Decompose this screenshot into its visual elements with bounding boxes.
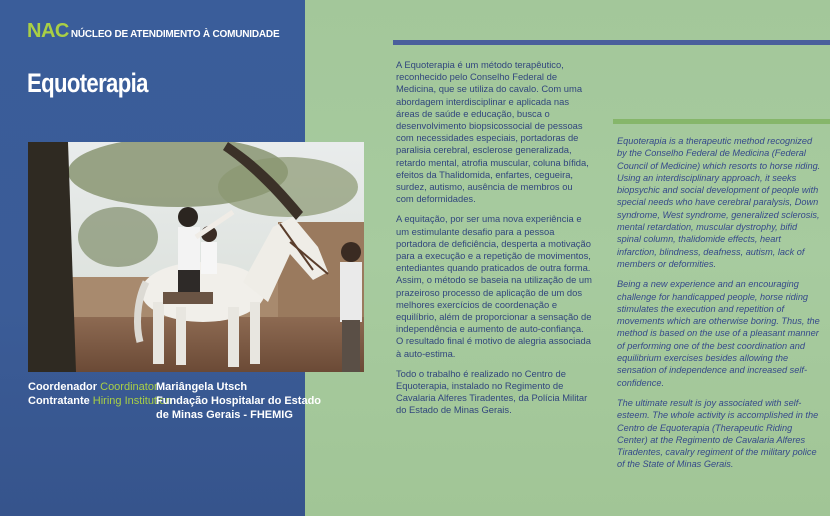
english-divider-bar xyxy=(613,119,830,124)
coordinator-row xyxy=(28,380,321,394)
hiring-institution-line1: Fundação Hospitalar do Estado xyxy=(156,395,322,407)
en-paragraph-2: Being a new experience and an encouraging challenge for handicapped people, horse riding stimulates the execution and repetition of movements which are otherwise boring. Thus, the method is based on the use of a pleasant manner of performing one of the best coordination and equilibrium exercises besides allowing the sensation of independence and increased self-confidence. xyxy=(617,279,820,388)
portuguese-text-column xyxy=(396,59,592,425)
english-text-column xyxy=(617,135,822,479)
en-paragraph-3: The ultimate result is joy associated with self-esteem. The whole activity is accomplished in the Centro de Equoterapia (Therapeutic Riding Center) at the Regimento de Cavalaria Alferes Tiradentes, cavalry regiment of the military police of the State of Minas Gerais. xyxy=(617,397,819,470)
horse-therapy-photo xyxy=(28,142,364,372)
pt-paragraph-1: A Equoterapia é um método terapêutico, reconhecido pelo Conselho Federal de Medicina, que se utiliza do cavalo. Com uma abordagem interdisciplinar e aplicada nas áreas de saúde e educação, busca o desenvolvimento biopsicossocial de pessoas com necessidades especiais, portadoras de paralisia cerebral, esclerose generalizada, retardo mental, atrofia muscular, coluna bífida, efeitos da Thalidomida, enfartes, cegueira, surdez, autismo, ausência de membros ou com deformidades. xyxy=(396,59,589,205)
top-divider-bar xyxy=(393,40,830,45)
hiring-institution-line2: de Minas Gerais - FHEMIG xyxy=(156,409,293,421)
coordinator-label: Coordenador xyxy=(28,381,98,393)
pt-paragraph-2: A equitação, por ser uma nova experiência e um estimulante desafio para a pessoa portadora de deficiência, desperta a motivação para a execução e a repetição de movimentos, entediantes quando praticados de outra forma. Assim, o método se baseia na utilização de um prazeiroso processo de aplicação de um dos melhores exercícios de coordenação e equilíbrio, além de proporcionar a sensação de independência e aumento de auto-confiança. O resultado final é motivo de alegria associada à auto-estima. xyxy=(396,213,592,359)
coordinator-name: Mariângela Utsch xyxy=(156,381,248,393)
header-subtitle: NÚCLEO DE ATENDIMENTO À COMUNIDADE xyxy=(70,29,280,40)
en-paragraph-1: Equoterapia is a therapeutic method recognized by the Conselho Federal de Medicina (Federal Council of Medicine) which resorts to horse riding. Using an interdisciplinary approach, it seeks biopsychic and social development of people with special needs who have cerebral paralysis, Down syndrome, West syndrome, generalized sclerosis, mental retardation, muscular dystrophy, bifid spinal column, thalidomide effects, heart infarction, blindness, deafness, autism, lack of members or deformities. xyxy=(617,136,821,269)
coordinator-label-group xyxy=(28,380,156,394)
hiring-row xyxy=(28,394,321,408)
hiring-row-2 xyxy=(28,408,321,422)
section-header xyxy=(27,20,279,43)
credits-block xyxy=(28,380,321,422)
hiring-label-group xyxy=(28,394,172,408)
coordinator-label-en: Coordinator xyxy=(100,381,158,393)
pt-paragraph-3: Todo o trabalho é realizado no Centro de Equoterapia, instalado no Regimento de Cavalaria Alferes Tiradentes, da Polícia Militar do Estado de Minas Gerais. xyxy=(396,367,588,416)
nac-logo-text: NAC xyxy=(27,20,69,42)
page-title: Equoterapia xyxy=(27,68,148,98)
hiring-label: Contratante xyxy=(28,395,90,407)
hiring-label-en: Hiring Institution xyxy=(92,395,172,407)
